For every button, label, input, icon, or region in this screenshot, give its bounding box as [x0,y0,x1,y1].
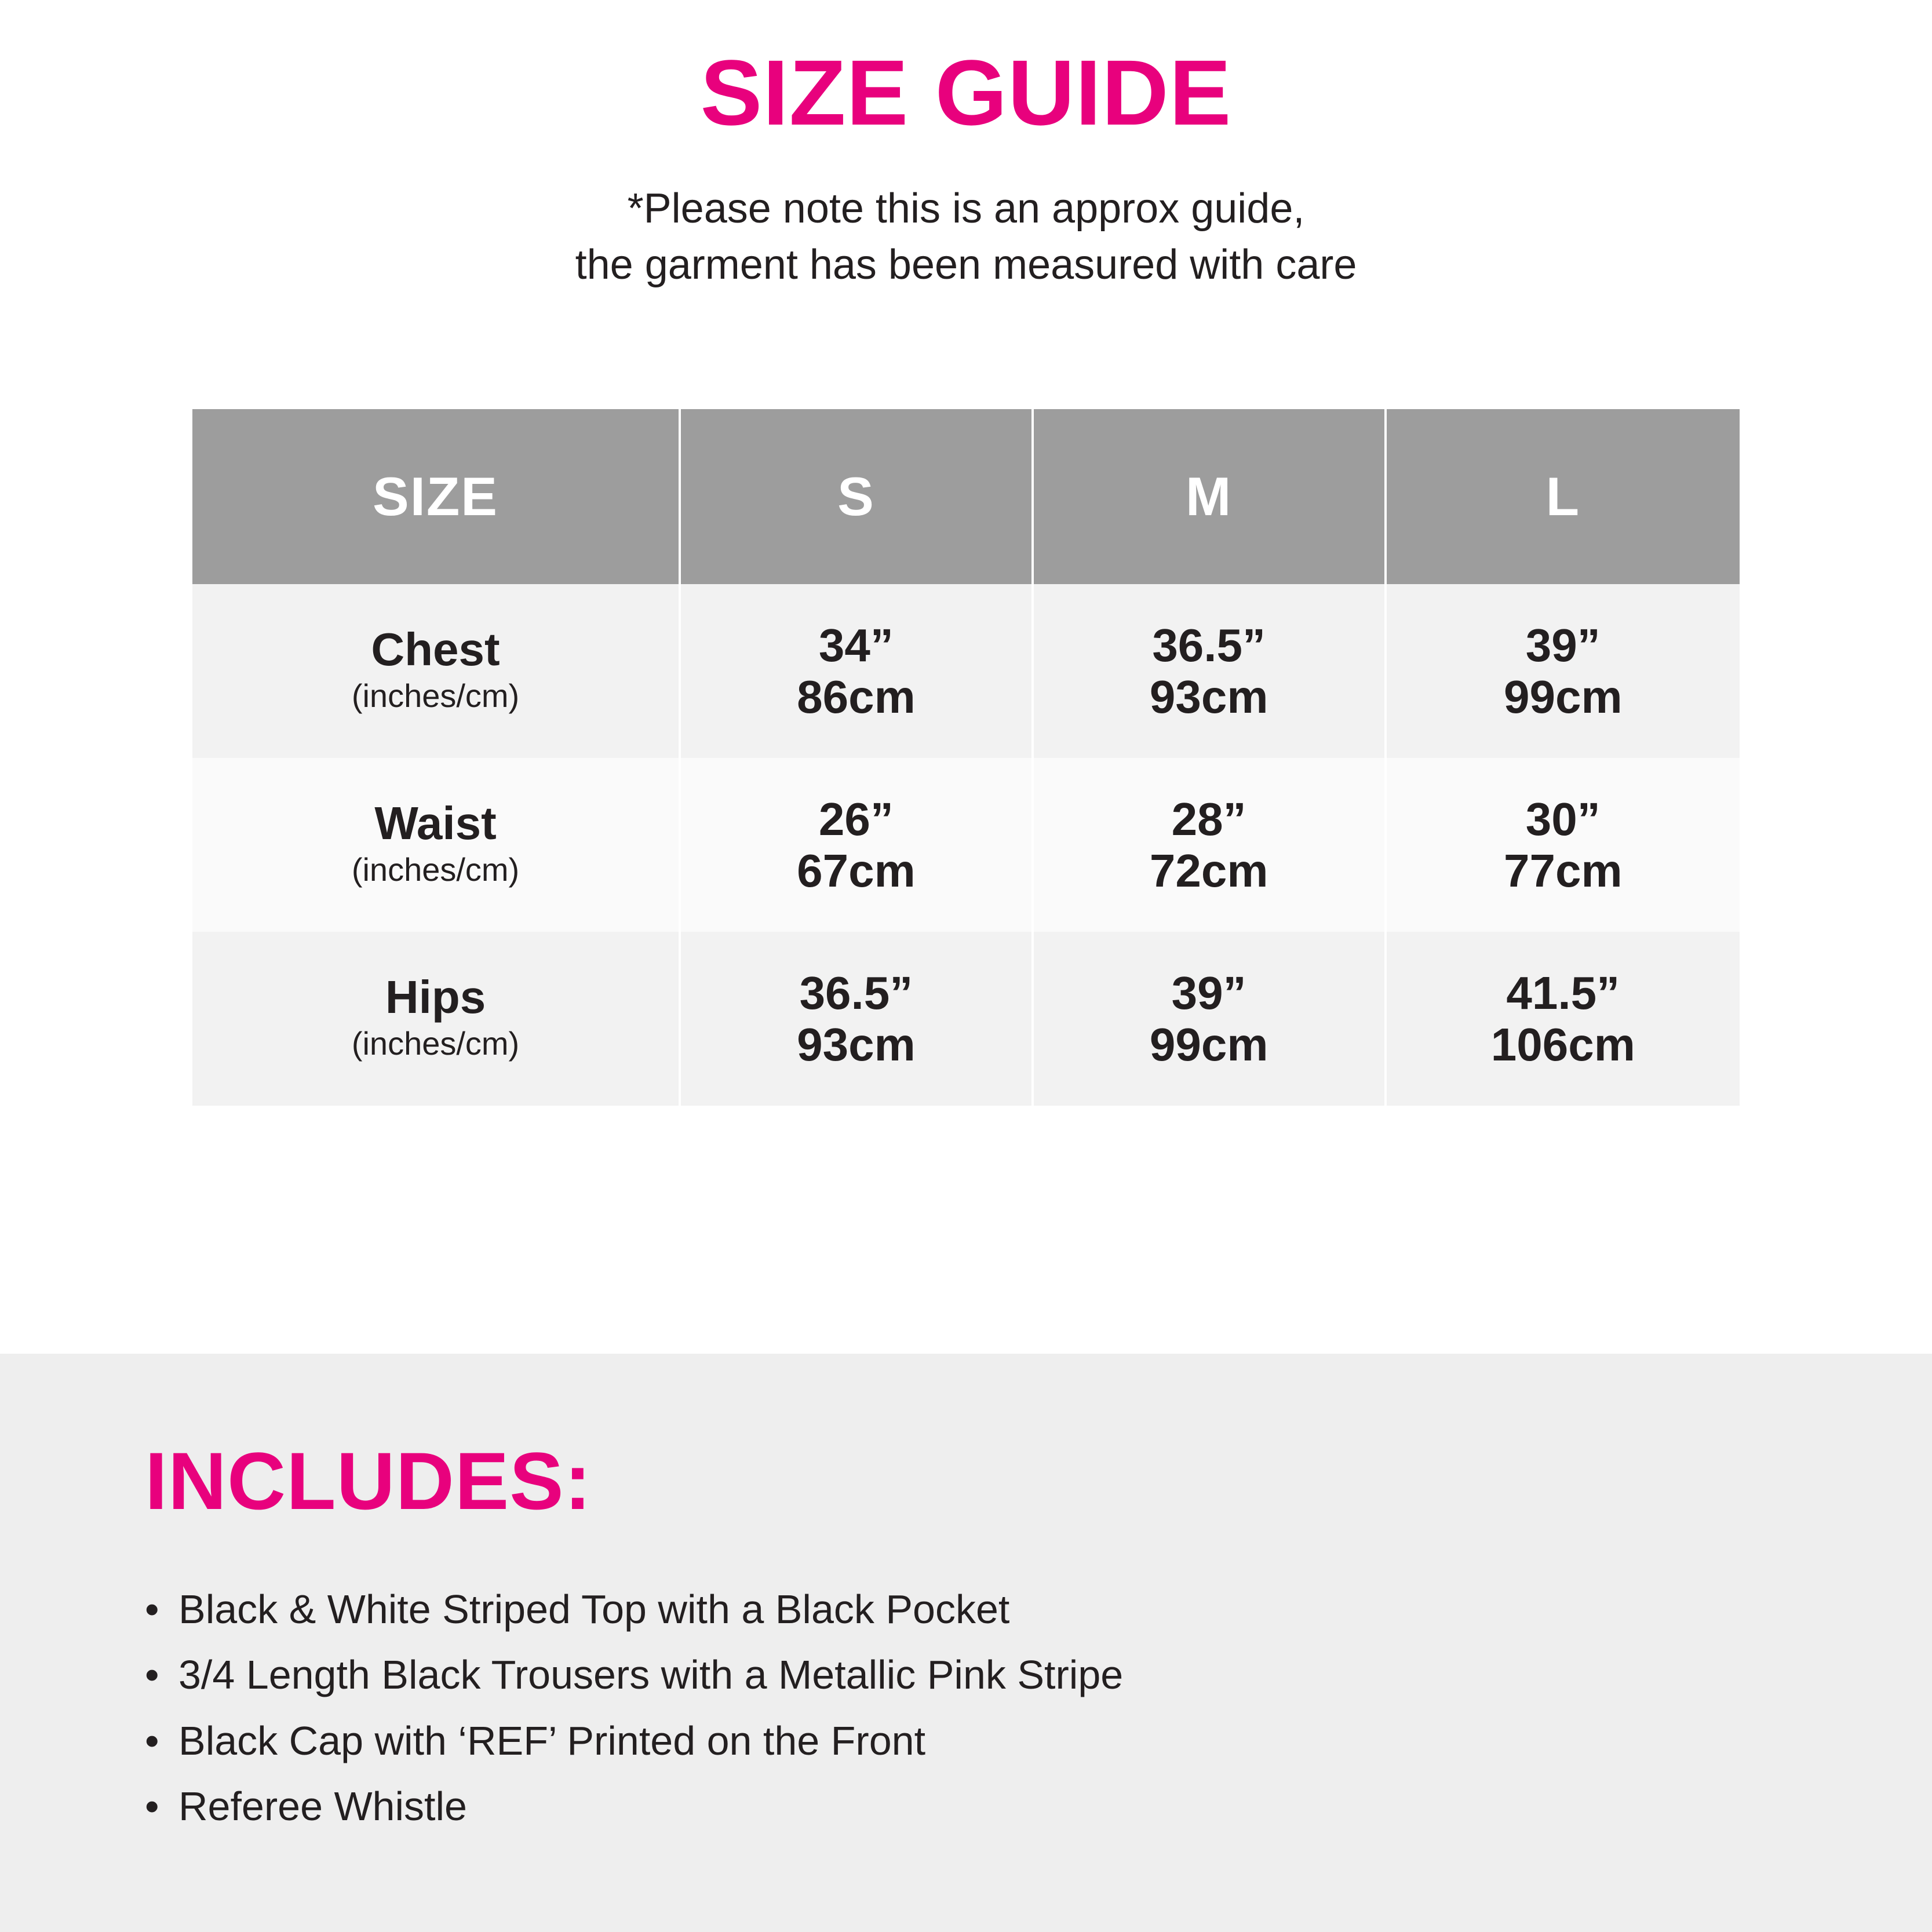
measurement-name: Chest [371,623,500,675]
list-item: • 3/4 Length Black Trousers with a Metallic Pink Stripe [145,1642,1932,1708]
size-table-wrapper [192,409,1740,1106]
guide-note-line-2: the garment has been measured with care [575,242,1357,289]
row-label-waist [192,758,680,932]
column-header-m: M [1033,409,1386,584]
guide-note-line-1: *Please note this is an approx guide, [627,185,1305,232]
value-cm: 93cm [797,1019,916,1071]
list-item: • Referee Whistle [145,1774,1932,1839]
cell-waist-l [1386,758,1740,932]
measurement-unit: (inches/cm) [351,1025,520,1062]
value-cm: 86cm [797,671,916,723]
value-cm: 99cm [1503,671,1623,723]
cell-chest-l [1386,584,1740,758]
value-cm: 67cm [797,845,916,897]
measurement-name: Hips [385,971,486,1023]
column-header-l: L [1386,409,1740,584]
size-table [192,409,1740,1106]
value-inches: 26” [818,793,894,845]
cell-hips-l [1386,932,1740,1106]
value-inches: 41.5” [1506,967,1620,1019]
includes-section [0,1350,1932,1932]
column-header-s: S [680,409,1033,584]
cell-waist-m [1033,758,1386,932]
value-cm: 106cm [1490,1019,1635,1071]
guide-note [0,181,1932,293]
column-header-size: SIZE [192,409,680,584]
value-cm: 93cm [1149,671,1268,723]
measurement-name: Waist [374,797,497,849]
table-row [192,758,1740,932]
value-inches: 39” [1171,967,1246,1019]
list-item: • Black & White Striped Top with a Black Pocket [145,1577,1932,1642]
measurement-unit: (inches/cm) [351,851,520,888]
value-cm: 72cm [1149,845,1268,897]
includes-list [145,1577,1932,1840]
size-table-head [192,409,1740,584]
table-header-row [192,409,1740,584]
cell-waist-s [680,758,1033,932]
value-inches: 34” [818,619,894,671]
value-inches: 36.5” [799,967,913,1019]
measurement-unit: (inches/cm) [351,677,520,714]
cell-chest-s [680,584,1033,758]
cell-hips-s [680,932,1033,1106]
value-inches: 28” [1171,793,1246,845]
value-inches: 36.5” [1152,619,1266,671]
size-table-body [192,584,1740,1106]
cell-chest-m [1033,584,1386,758]
value-cm: 99cm [1149,1019,1268,1071]
table-row [192,932,1740,1106]
list-item: • Black Cap with ‘REF’ Printed on the Front [145,1708,1932,1774]
table-row [192,584,1740,758]
row-label-chest [192,584,680,758]
page-title: SIZE GUIDE [700,41,1232,144]
cell-hips-m [1033,932,1386,1106]
value-inches: 30” [1525,793,1601,845]
row-label-hips [192,932,680,1106]
value-inches: 39” [1525,619,1601,671]
value-cm: 77cm [1503,845,1623,897]
includes-title: INCLUDES: [145,1435,592,1526]
